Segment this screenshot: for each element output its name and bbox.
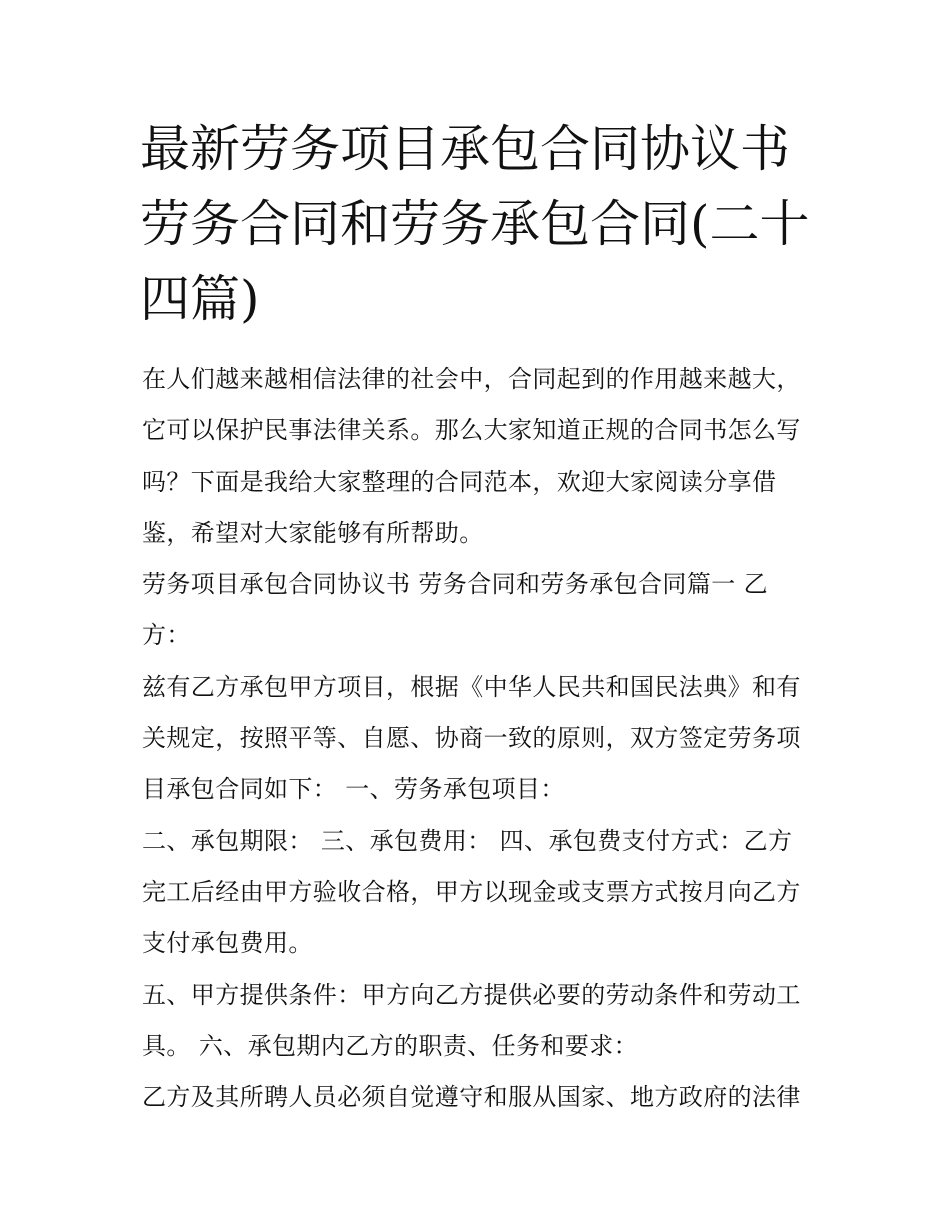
text-line: 支付承包费用。 bbox=[142, 929, 313, 958]
text-line: 它可以保护民事法律关系。那么大家知道正规的合同书怎么写 bbox=[142, 416, 801, 445]
contract-conditions-paragraph bbox=[142, 970, 812, 1073]
text-line: 兹有乙方承包甲方项目，根据《中华人民共和国民法典》和有 bbox=[142, 672, 801, 701]
title-line: 劳务合同和劳务承包合同(二十 bbox=[140, 195, 810, 253]
text-line: 二、承包期限： 三、承包费用： 四、承包费支付方式：乙方 bbox=[142, 826, 793, 855]
contract-obligations-paragraph bbox=[142, 1072, 812, 1123]
text-line: 目承包合同如下： 一、劳务承包项目： bbox=[142, 775, 565, 804]
document-body bbox=[142, 354, 812, 1123]
contract-preamble-paragraph bbox=[142, 662, 812, 816]
title-line: 四篇) bbox=[140, 270, 260, 328]
intro-paragraph bbox=[142, 354, 812, 559]
text-line: 吗？下面是我给大家整理的合同范本，欢迎大家阅读分享借 bbox=[142, 467, 777, 496]
document-title bbox=[140, 112, 830, 337]
text-line: 在人们越来越相信法律的社会中，合同起到的作用越来越大， bbox=[142, 365, 801, 393]
text-line: 劳务项目承包合同协议书 劳务合同和劳务承包合同篇一 乙 bbox=[142, 570, 769, 599]
text-line: 具。 六、承包期内乙方的职责、任务和要求： bbox=[142, 1031, 639, 1060]
text-line: 乙方及其所聘人员必须自觉遵守和服从国家、地方政府的法律 bbox=[142, 1083, 801, 1112]
section-heading-paragraph bbox=[142, 559, 812, 662]
text-line: 完工后经由甲方验收合格，甲方以现金或支票方式按月向乙方 bbox=[142, 877, 801, 906]
text-line: 关规定，按照平等、自愿、协商一致的原则，双方签定劳务项 bbox=[142, 724, 801, 753]
text-line: 方： bbox=[142, 621, 191, 650]
title-line: 最新劳务项目承包合同协议书 bbox=[140, 120, 790, 178]
text-line: 五、甲方提供条件：甲方向乙方提供必要的劳动条件和劳动工 bbox=[142, 980, 801, 1009]
text-line: 鉴，希望对大家能够有所帮助。 bbox=[142, 518, 484, 547]
contract-terms-paragraph bbox=[142, 816, 812, 970]
